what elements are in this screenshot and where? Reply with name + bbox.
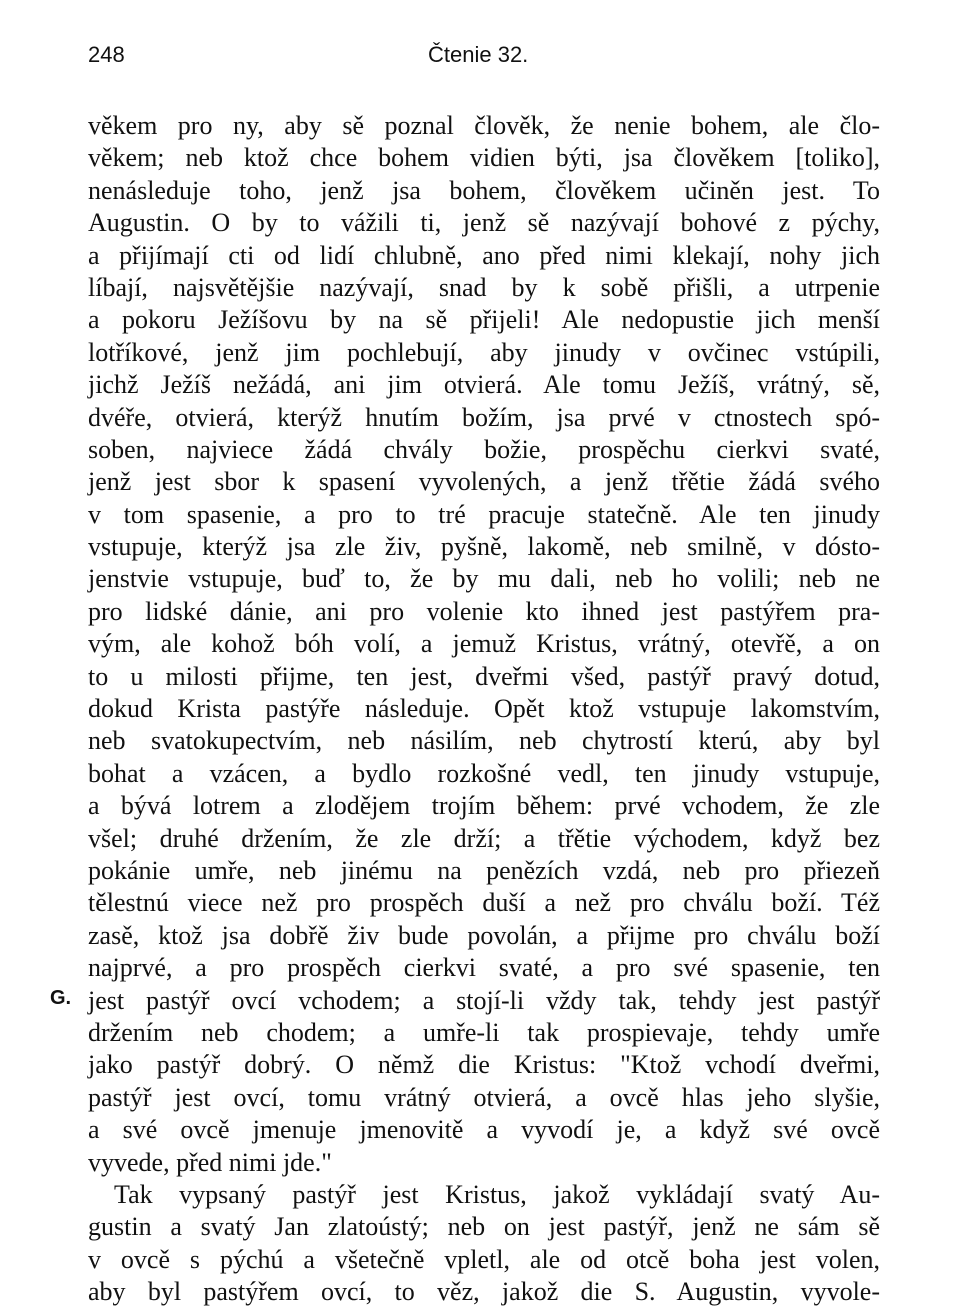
text-line: v tom spasenie, a pro to tré pracuje statečně. Ale ten jinudy xyxy=(88,499,880,529)
text-line: jest pastýř ovcí vchodem; a stojí-li vždy tak, tehdy jest pastýř xyxy=(88,985,880,1015)
text-line: vým, ale kohož bóh volí, a jemuž Kristus, vrátný, otevřě, a on xyxy=(88,629,880,659)
page-number: 248 xyxy=(88,42,125,67)
text-line: a své ovcě jmenuje jmenovitě a vyvodí je, a když své ovcě xyxy=(88,1115,880,1145)
text-line: líbají, najsvětějšie nazývají, snad by k sobě přišli, a utrpenie xyxy=(88,272,880,302)
text-line: najprvé, a pro prospěch cierkvi svaté, a pro své spasenie, ten xyxy=(88,953,880,983)
text-line: pro lidské dánie, ani pro volenie kto ihned jest pastýřem pra- xyxy=(88,596,880,626)
text-line: jako pastýř dobrý. O němž die Kristus: "Ktož vchodí dveřmi, xyxy=(88,1050,880,1080)
text-line: všel; druhé držením, že zle drží; a třětie východem, když bez xyxy=(88,823,880,853)
text-line: držením neb chodem; a umře-li tak prospievaje, tehdy umře xyxy=(88,1017,880,1047)
body-text xyxy=(88,110,880,1308)
text-line: a bývá lotrem a zlodějem trojím během: prvé vchodem, že zle xyxy=(88,791,880,821)
text-line: bohat a vzácen, a bydlo rozkošné vedl, ten jinudy vstupuje, xyxy=(88,758,880,788)
text-line: tělestnú viece než pro prospěch duší a než pro chválu boží. Též xyxy=(88,888,880,918)
text-line: neb svatokupectvím, neb násilím, neb chytrostí kterú, aby byl xyxy=(88,726,880,756)
running-head: Čtenie 32. xyxy=(428,42,529,67)
text-line: pokánie umře, neb jinému na penězích vzdá, neb pro přiezeň xyxy=(88,855,880,885)
text-line: jenž jest sbor k spasení vyvolených, a jenž třětie žádá svého xyxy=(88,467,880,497)
page-header xyxy=(88,42,878,78)
text-line: lotříkové, jenž jim pochlebují, aby jinudy v ovčinec vstúpili, xyxy=(88,337,880,367)
text-line: jichž Ježíš nežádá, ani jim otvierá. Ale tomu Ježíš, vrátný, sě, xyxy=(88,370,880,400)
text-line: Augustin. O by to vážili ti, jenž sě nazývají bohové z pýchy, xyxy=(88,208,880,238)
text-line: vyvede, před nimi jde." xyxy=(88,1147,332,1177)
text-line: v ovcě s pýchú a všetečně vpletl, ale od otcě boha jest volen, xyxy=(88,1244,880,1274)
text-line: aby byl pastýřem ovcí, to věz, jakož die S. Augustin, vyvole- xyxy=(88,1277,880,1307)
text-line: zasě, ktož jsa dobřě živ bude povolán, a přijme pro chválu boží xyxy=(88,920,880,950)
text-line: soben, najviece žádá chvály božie, prospěchu cierkvi svaté, xyxy=(88,434,880,464)
text-line: gustin a svatý Jan zlatoústý; neb on jest pastýř, jenž ne sám sě xyxy=(88,1212,880,1242)
text-line: nenásleduje toho, jenž jsa bohem, člověkem učiněn jest. To xyxy=(88,175,880,205)
text-line: a pokoru Ježíšovu by na sě přijeli! Ale nedopustie jich menší xyxy=(88,305,880,335)
text-line: věkem pro ny, aby sě poznal člověk, že nenie bohem, ale člo- xyxy=(88,111,880,140)
text-line: dokud Krista pastýře následuje. Opět ktož vstupuje lakomstvím, xyxy=(88,694,880,724)
text-line: pastýř jest ovcí, tomu vrátný otvierá, a ovcě hlas jeho slyšie, xyxy=(88,1082,880,1112)
text-line: jenstvie vstupuje, buď to, že by mu dali, neb ho volili; neb ne xyxy=(88,564,880,594)
text-line: a přijímají cti od lidí chlubně, ano před nimi klekají, nohy jich xyxy=(88,240,880,270)
margin-note: G. xyxy=(50,987,72,1009)
text-line: Tak vypsaný pastýř jest Kristus, jakož vykládají svatý Au- xyxy=(114,1179,880,1209)
text-line: to u milosti přijme, ten jest, dveřmi všed, pastýř pravý dotud, xyxy=(88,661,880,691)
text-line: věkem; neb ktož chce bohem vidien býti, jsa člověkem [toliko], xyxy=(88,143,880,173)
text-line: vstupuje, kterýž jsa zle živ, pyšně, lakomě, neb smilně, v dósto- xyxy=(88,532,880,562)
text-line: dvéře, otvierá, kterýž hnutím božím, jsa prvé v ctnostech spó- xyxy=(88,402,880,432)
